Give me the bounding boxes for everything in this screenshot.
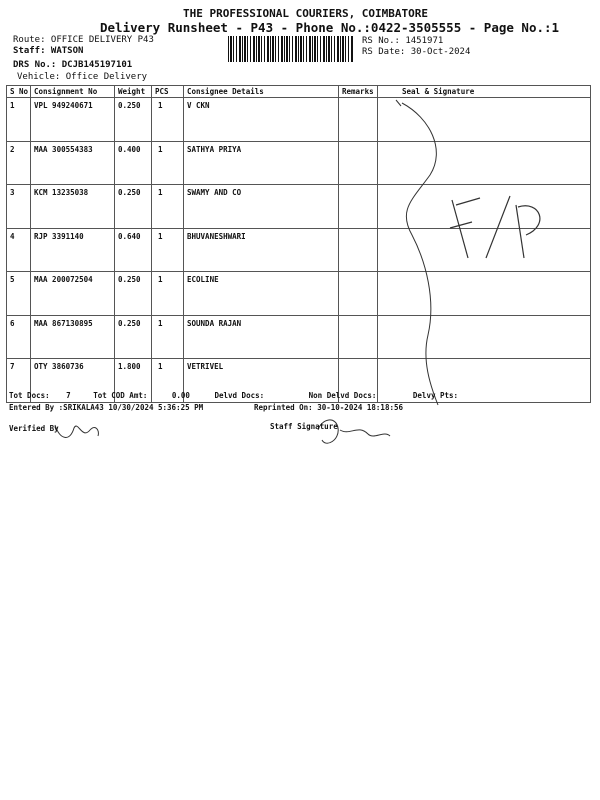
cell-sno: 5 [7,272,31,316]
cell-pcs: 1 [152,185,184,229]
cell-weight: 0.250 [115,185,152,229]
verifier-signature-scribble [55,425,98,437]
cell-weight: 1.800 [115,359,152,403]
rs-number: RS No.: 1451971 [362,36,444,46]
cell-sno: 2 [7,141,31,185]
tot-docs-value: 7 [66,391,71,400]
col-consignee: Consignee Details [184,86,339,98]
cell-pcs: 1 [152,98,184,142]
cell-consignment: MAA 200072504 [31,272,115,316]
company-title: THE PROFESSIONAL COURIERS, COIMBATORE [183,7,429,20]
col-weight: Weight [115,86,152,98]
cell-sno: 1 [7,98,31,142]
reprinted-on: Reprinted On: 30-10-2024 18:18:56 [254,403,404,412]
col-sno: S No [7,86,31,98]
tot-docs-label: Tot Docs: [9,391,50,400]
verified-by-label: Verified By [9,424,59,433]
col-consignment: Consignment No [31,86,115,98]
cell-weight: 0.400 [115,141,152,185]
rs-date: RS Date: 30-Oct-2024 [362,47,471,57]
col-pcs: PCS [152,86,184,98]
cell-pcs: 1 [152,272,184,316]
cell-pcs: 1 [152,315,184,359]
staff-label: Staff: WATSON [13,46,84,56]
cell-pcs: 1 [152,141,184,185]
cell-sno: 7 [7,359,31,403]
runsheet-title: Delivery Runsheet - P43 - Phone No.:0422-3505555 - Page No.:1 [100,20,560,35]
cell-consignment: OTY 3860736 [31,359,115,403]
cell-consignee: SATHYA PRIYA [184,141,339,185]
cell-pcs: 1 [152,359,184,403]
col-remarks: Remarks [339,86,378,98]
cell-consignee: ECOLINE [184,272,339,316]
staff-signature-label: Staff Signature [270,422,338,431]
cell-consignee: V CKN [184,98,339,142]
entered-by: Entered By :SRIKALA43 10/30/2024 5:36:25 PM [9,403,204,412]
cell-consignee: SOUNDA RAJAN [184,315,339,359]
cell-pcs: 1 [152,228,184,272]
drs-number: DRS No.: DCJB145197101 [13,60,133,70]
cell-consignee: SWAMY AND CO [184,185,339,229]
cell-sno: 6 [7,315,31,359]
cell-consignment: MAA 867130895 [31,315,115,359]
route-label: Route: OFFICE DELIVERY P43 [13,35,154,45]
totals-row [9,391,458,400]
cell-consignee: VETRIVEL [184,359,339,403]
cell-sno: 4 [7,228,31,272]
vehicle-label: Vehicle: Office Delivery [17,72,148,82]
cell-weight: 0.250 [115,272,152,316]
cell-consignment: MAA 300554383 [31,141,115,185]
cell-consignee: BHUVANESHWARI [184,228,339,272]
col-seal-signature: Seal & Signature [378,86,591,98]
tot-cod-value: 0.00 [171,391,190,400]
cell-consignment: KCM 13235038 [31,185,115,229]
cell-consignment: VPL 949240671 [31,98,115,142]
non-delvd-docs-label: Non Delvd Docs: [308,391,377,400]
delvy-pts-label: Delvy Pts: [412,391,459,400]
delvd-docs-label: Delvd Docs: [214,391,265,400]
ink-stroke [402,103,438,405]
cell-weight: 0.640 [115,228,152,272]
cell-consignment: RJP 3391140 [31,228,115,272]
cell-weight: 0.250 [115,315,152,359]
ink-tick [396,100,401,106]
tot-cod-label: Tot COD Amt: [93,391,148,400]
cell-weight: 0.250 [115,98,152,142]
cell-sno: 3 [7,185,31,229]
